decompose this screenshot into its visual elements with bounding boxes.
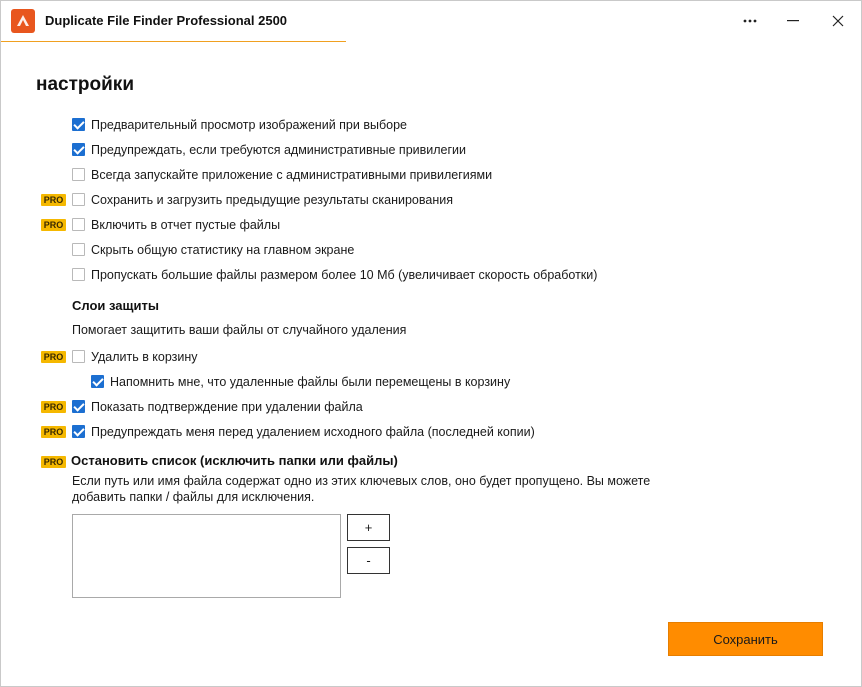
option-label: Пропускать большие файлы размером более 10 Мб (увеличивает скорость обработки) — [91, 268, 598, 282]
option-confirm-delete — [41, 397, 841, 417]
stoplist-description: Если путь или имя файла содержат одно из этих ключевых слов, оно будет пропущено. Вы можете добавить папки / файлы для исключения. — [72, 474, 651, 504]
stoplist-listbox[interactable] — [72, 514, 341, 598]
option-hide-stats — [41, 240, 841, 260]
option-remind-recycle — [41, 372, 841, 392]
close-icon[interactable] — [825, 9, 851, 33]
save-button[interactable]: Сохранить — [668, 622, 823, 656]
add-exclusion-button[interactable]: + — [347, 514, 390, 541]
pro-badge: PRO — [41, 401, 66, 413]
checkbox-hide-stats[interactable] — [72, 243, 85, 256]
option-always-admin — [41, 165, 841, 185]
more-dots-icon[interactable] — [737, 9, 763, 33]
title-accent-line — [1, 41, 346, 42]
option-save-load-results — [41, 190, 841, 210]
app-logo-icon — [11, 9, 35, 33]
checkbox-preview-images[interactable] — [72, 118, 85, 131]
pro-badge: PRO — [41, 456, 66, 468]
checkbox-warn-last-copy[interactable] — [72, 425, 85, 438]
checkbox-warn-admin[interactable] — [72, 143, 85, 156]
option-skip-large — [41, 265, 841, 285]
pro-badge: PRO — [41, 194, 66, 206]
page-title: настройки — [36, 74, 134, 95]
option-label: Предупреждать, если требуются административные привилегии — [91, 143, 467, 157]
option-label: Предварительный просмотр изображений при выборе — [91, 118, 407, 132]
option-empty-files — [41, 215, 841, 235]
checkbox-empty-files[interactable] — [72, 218, 85, 231]
checkbox-save-load-results[interactable] — [72, 193, 85, 206]
title-bar — [1, 1, 861, 41]
option-delete-to-recycle — [41, 347, 841, 367]
protection-title: Слои защиты — [72, 298, 159, 313]
pro-badge: PRO — [41, 426, 66, 438]
option-label: Показать подтверждение при удалении файла — [91, 400, 363, 414]
remove-exclusion-button[interactable]: - — [347, 547, 390, 574]
checkbox-delete-to-recycle[interactable] — [72, 350, 85, 363]
checkbox-always-admin[interactable] — [72, 168, 85, 181]
option-warn-last-copy — [41, 422, 841, 442]
option-label: Включить в отчет пустые файлы — [91, 218, 281, 232]
option-label: Удалить в корзину — [91, 350, 198, 364]
pro-badge: PRO — [41, 351, 66, 363]
minimize-icon[interactable] — [780, 9, 806, 33]
option-label: Сохранить и загрузить предыдущие результаты сканирования — [91, 193, 453, 207]
option-preview-images — [41, 115, 841, 135]
checkbox-confirm-delete[interactable] — [72, 400, 85, 413]
pro-badge: PRO — [41, 219, 66, 231]
checkbox-skip-large[interactable] — [72, 268, 85, 281]
option-label: Предупреждать меня перед удалением исходного файла (последней копии) — [91, 425, 535, 439]
option-warn-admin — [41, 140, 841, 160]
option-label: Напомнить мне, что удаленные файлы были перемещены в корзину — [110, 375, 511, 389]
option-label: Всегда запускайте приложение с административными привилегиями — [91, 168, 493, 182]
window-title: Duplicate File Finder Professional 2500 — [45, 13, 288, 28]
stoplist-title: Остановить список (исключить папки или файлы) — [71, 453, 398, 468]
checkbox-remind-recycle[interactable] — [91, 375, 104, 388]
protection-description: Помогает защитить ваши файлы от случайного удаления — [72, 323, 407, 337]
option-label: Скрыть общую статистику на главном экране — [91, 243, 355, 257]
